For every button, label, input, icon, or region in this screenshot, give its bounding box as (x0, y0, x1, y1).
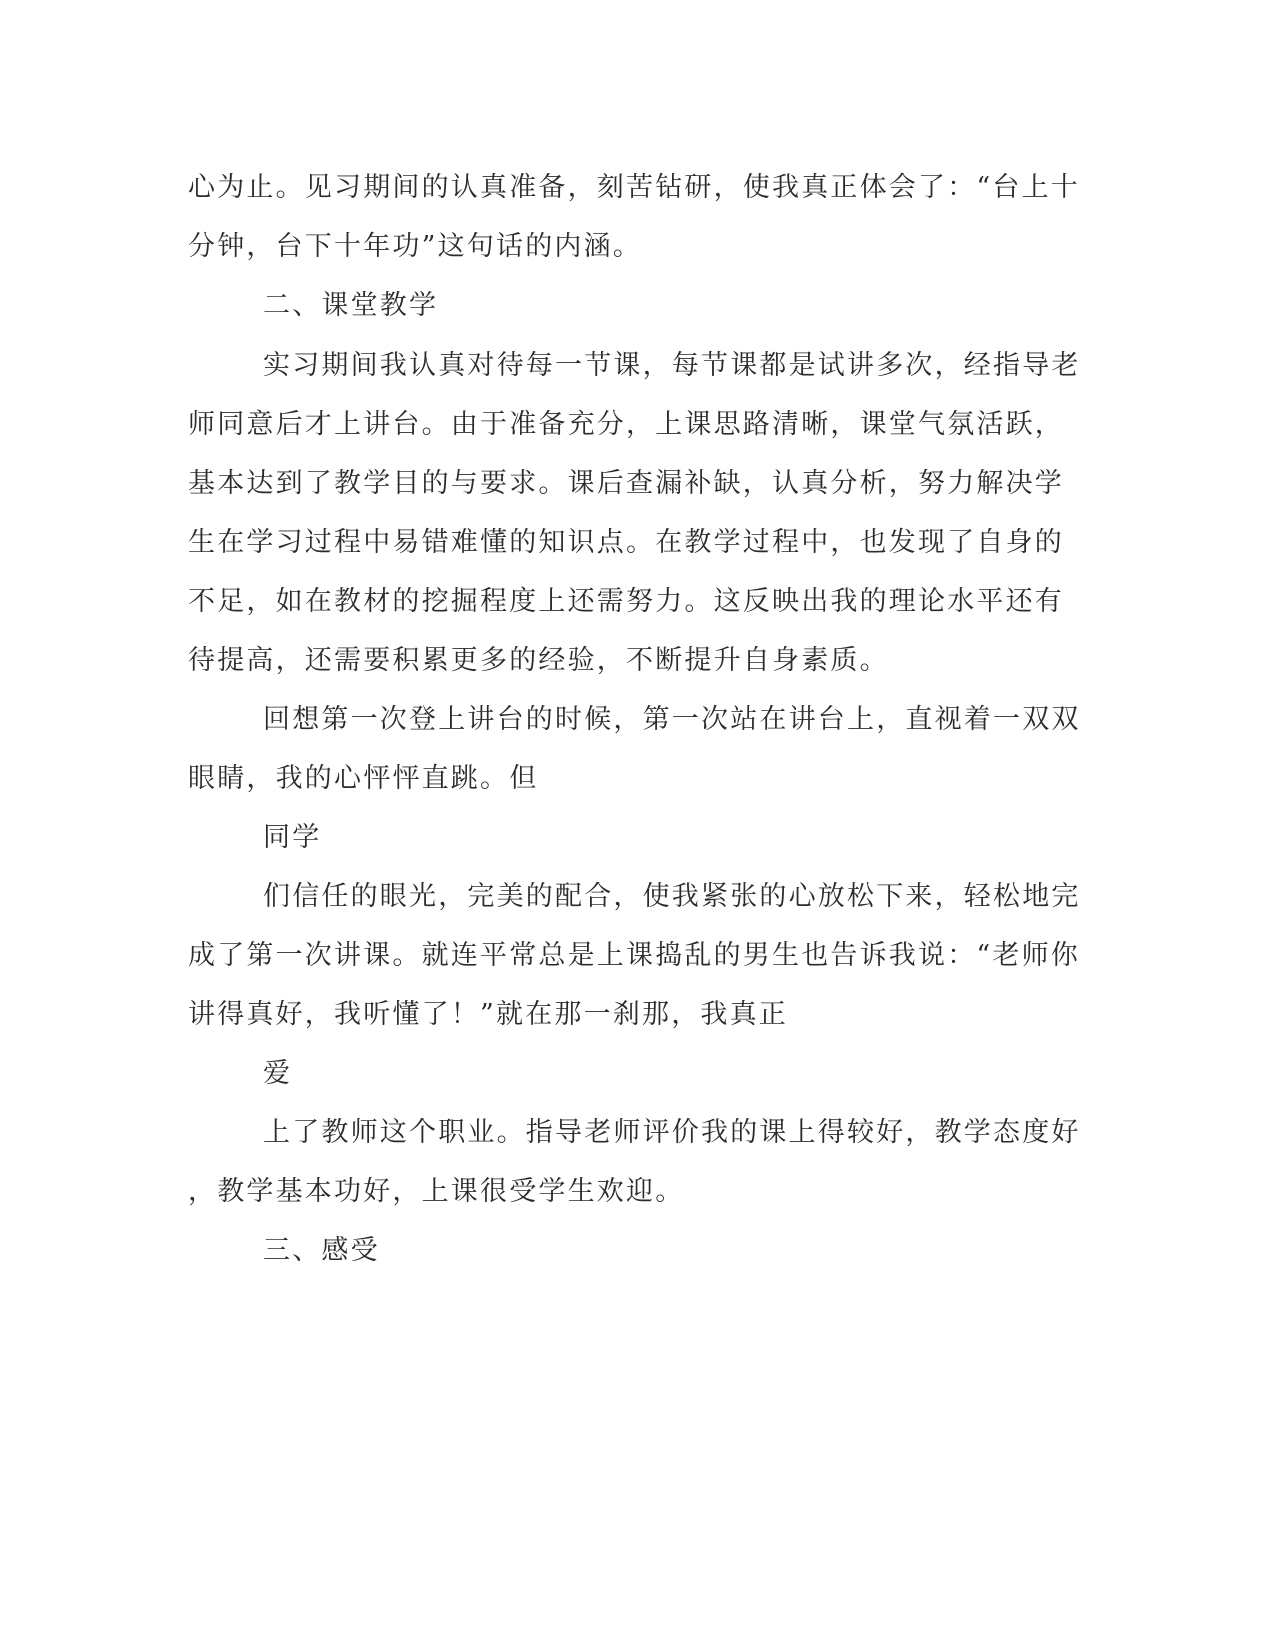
text-line: 待提高，还需要积累更多的经验，不断提升自身素质。 (188, 645, 889, 676)
text-line: 基本达到了教学目的与要求。课后查漏补缺，认真分析，努力解决学 (188, 468, 1064, 499)
text-line: 回想第一次登上讲台的时候，第一次站在讲台上，直视着一双双 (263, 704, 1081, 735)
text-line: 不足，如在教材的挖掘程度上还需努力。这反映出我的理论水平还有 (188, 586, 1064, 617)
text-line: ，教学基本功好，上课很受学生欢迎。 (188, 1176, 685, 1207)
text-line: 爱 (263, 1058, 293, 1089)
text-line: 实习期间我认真对待每一节课，每节课都是试讲多次，经指导老 (263, 350, 1081, 381)
text-line: 眼睛，我的心怦怦直跳。但 (188, 763, 539, 794)
text-line: 师同意后才上讲台。由于准备充分，上课思路清晰，课堂气氛活跃， (188, 409, 1064, 440)
text-line: 分钟，台下十年功”这句话的内涵。 (188, 231, 643, 262)
text-line: 上了教师这个职业。指导老师评价我的课上得较好，教学态度好 (263, 1117, 1081, 1148)
text-line: 心为止。见习期间的认真准备，刻苦钻研，使我真正体会了：“台上十 (188, 172, 1081, 203)
section-heading: 二、课堂教学 (263, 290, 439, 321)
text-line: 讲得真好，我听懂了！”就在那一刹那，我真正 (188, 999, 789, 1030)
text-line: 们信任的眼光，完美的配合，使我紧张的心放松下来，轻松地完 (263, 881, 1081, 912)
text-line: 同学 (263, 822, 322, 853)
text-line: 成了第一次讲课。就连平常总是上课捣乱的男生也告诉我说：“老师你 (188, 940, 1081, 971)
section-heading: 三、感受 (263, 1235, 380, 1266)
text-line: 生在学习过程中易错难懂的知识点。在教学过程中，也发现了自身的 (188, 527, 1064, 558)
